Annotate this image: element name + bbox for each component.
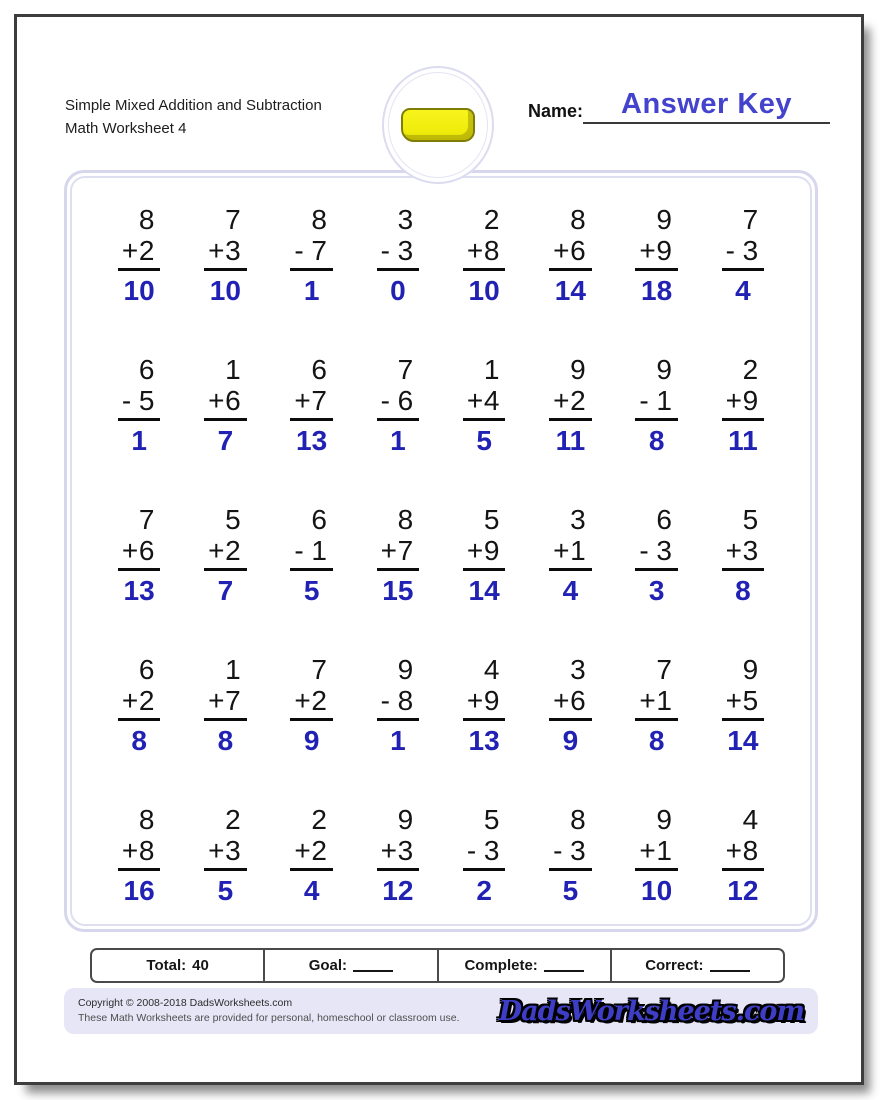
problem-bottom-operand: 6	[570, 235, 586, 266]
problem-operation-line	[204, 835, 247, 871]
problem-cell	[463, 204, 506, 306]
problem-bottom-operand: 7	[311, 235, 327, 266]
problem-top-operand: 9	[742, 654, 759, 685]
problem-operation-line	[635, 535, 678, 571]
problem-top-operand: 5	[225, 504, 241, 535]
problem-operator: -	[466, 835, 477, 866]
problem-operator: -	[294, 235, 304, 266]
problem-cell	[377, 804, 420, 906]
problem-answer: 1	[303, 275, 320, 306]
problem-operation-line	[722, 235, 765, 271]
problem-cell	[549, 504, 592, 606]
problem-operator: +	[725, 385, 742, 416]
problem-operator: +	[466, 235, 484, 266]
problem-answer: 14	[554, 275, 586, 306]
stats-total	[92, 950, 263, 981]
problem-top-operand: 4	[483, 654, 500, 685]
problem-bottom-operand: 8	[742, 835, 759, 866]
stats-total-label: Total:	[146, 957, 187, 974]
problem-cell	[118, 654, 161, 756]
problem-answer: 15	[382, 575, 414, 606]
problem-bottom-operand: 1	[656, 385, 672, 416]
problem-top-operand: 2	[311, 804, 327, 835]
problem-operation-line	[377, 835, 420, 871]
problem-answer: 9	[562, 725, 579, 756]
problem-bottom-operand: 5	[138, 385, 155, 416]
problem-bottom-operand: 6	[225, 385, 241, 416]
problem-operator: +	[466, 535, 484, 566]
problem-bottom-operand: 3	[742, 535, 759, 566]
problem-answer: 4	[735, 275, 751, 306]
problem-bottom-operand: 3	[742, 235, 759, 266]
problem-operator: +	[208, 535, 225, 566]
problem-cell	[377, 654, 420, 756]
problem-cell	[722, 804, 765, 906]
problem-operator: +	[553, 535, 570, 566]
problem-cell	[549, 804, 592, 906]
problem-bottom-operand: 1	[311, 535, 327, 566]
problem-cell	[635, 354, 678, 456]
problem-operation-line	[549, 535, 592, 571]
answer-key-text: Answer Key	[621, 88, 793, 120]
problem-top-operand: 6	[138, 354, 155, 385]
problem-operator: -	[380, 235, 390, 266]
problem-operation-line	[722, 685, 765, 721]
problem-top-operand: 8	[311, 204, 327, 235]
problem-top-operand: 8	[397, 504, 414, 535]
problem-top-operand: 8	[570, 804, 586, 835]
problem-operator: +	[553, 685, 570, 716]
problem-operator: +	[294, 685, 311, 716]
problem-cell	[549, 354, 592, 456]
problem-operation-line	[549, 835, 592, 871]
problem-operation-line	[290, 835, 333, 871]
problem-answer: 10	[641, 875, 673, 906]
problem-operator: +	[553, 235, 570, 266]
problem-bottom-operand: 2	[138, 685, 155, 716]
problem-top-operand: 7	[742, 204, 759, 235]
worksheet-title	[65, 94, 322, 140]
problem-cell	[722, 654, 765, 756]
stats-correct-label: Correct:	[645, 957, 704, 974]
problem-answer: 7	[217, 575, 234, 606]
problem-cell	[377, 504, 420, 606]
problem-answer: 10	[468, 275, 500, 306]
problem-top-operand: 1	[225, 354, 241, 385]
problem-cell	[118, 354, 161, 456]
problem-top-operand: 6	[311, 354, 327, 385]
problem-top-operand: 9	[656, 804, 672, 835]
stats-bar	[90, 948, 785, 983]
problem-answer: 3	[648, 575, 665, 606]
problem-top-operand: 5	[483, 804, 500, 835]
title-line-1: Simple Mixed Addition and Subtraction	[65, 97, 322, 114]
problem-top-operand: 4	[742, 804, 759, 835]
problem-answer: 12	[727, 875, 759, 906]
problem-operation-line	[290, 535, 333, 571]
stats-correct-blank	[710, 959, 750, 972]
problem-bottom-operand: 8	[397, 685, 414, 716]
problems-grid	[96, 204, 786, 954]
problem-answer: 10	[123, 275, 155, 306]
problem-top-operand: 2	[225, 804, 241, 835]
problem-operator: +	[208, 235, 225, 266]
problem-answer: 2	[476, 875, 492, 906]
problem-operation-line	[118, 535, 161, 571]
problem-operation-line	[722, 385, 765, 421]
problem-operator: +	[208, 385, 225, 416]
problem-operator: -	[725, 235, 735, 266]
name-label: Name:	[528, 101, 584, 121]
problem-bottom-operand: 1	[656, 685, 672, 716]
problem-cell	[635, 204, 678, 306]
problem-operation-line	[118, 685, 161, 721]
problem-top-operand: 7	[225, 204, 241, 235]
problem-answer: 9	[303, 725, 320, 756]
problem-operation-line	[635, 385, 678, 421]
problem-answer: 11	[555, 425, 586, 456]
problem-top-operand: 9	[656, 204, 672, 235]
problem-operator: +	[639, 835, 656, 866]
problem-bottom-operand: 9	[742, 385, 759, 416]
problem-answer: 16	[123, 875, 155, 906]
problem-cell	[290, 354, 333, 456]
problem-bottom-operand: 1	[656, 835, 672, 866]
problem-operator: -	[380, 385, 390, 416]
problem-operator: -	[553, 835, 563, 866]
problem-cell	[290, 804, 333, 906]
stats-complete-blank	[544, 959, 584, 972]
problem-answer: 1	[131, 425, 147, 456]
problem-cell	[463, 804, 506, 906]
problem-operation-line	[463, 385, 506, 421]
problem-bottom-operand: 2	[225, 535, 241, 566]
problem-operation-line	[635, 685, 678, 721]
problem-top-operand: 3	[570, 504, 586, 535]
problem-operator: +	[294, 385, 311, 416]
problem-cell	[635, 654, 678, 756]
eraser-badge	[382, 66, 494, 184]
problem-bottom-operand: 3	[225, 835, 241, 866]
problem-cell	[204, 204, 247, 306]
problem-answer: 5	[303, 575, 320, 606]
problem-bottom-operand: 9	[483, 685, 500, 716]
problem-bottom-operand: 3	[397, 235, 414, 266]
problem-operation-line	[463, 835, 506, 871]
problem-top-operand: 9	[397, 804, 414, 835]
problem-operator: +	[553, 385, 570, 416]
problem-top-operand: 3	[397, 204, 414, 235]
problem-operation-line	[377, 235, 420, 271]
problem-operation-line	[463, 535, 506, 571]
stats-complete-label: Complete:	[464, 957, 538, 974]
title-line-2: Math Worksheet 4	[65, 120, 187, 137]
problem-answer: 4	[303, 875, 320, 906]
problem-answer: 13	[296, 425, 328, 456]
problem-cell	[722, 204, 765, 306]
problem-operator: -	[639, 535, 649, 566]
problem-operation-line	[377, 385, 420, 421]
problem-operator: +	[294, 835, 311, 866]
dadsworksheets-logo: DadsWorksheets.com	[498, 995, 804, 1027]
problem-operation-line	[118, 835, 161, 871]
problem-cell	[290, 204, 333, 306]
problem-bottom-operand: 6	[397, 385, 414, 416]
problem-bottom-operand: 2	[311, 835, 327, 866]
footer-band	[64, 988, 818, 1034]
stats-correct	[610, 950, 783, 981]
problem-answer: 11	[728, 425, 758, 456]
problem-top-operand: 2	[742, 354, 759, 385]
problem-bottom-operand: 7	[397, 535, 414, 566]
problem-answer: 1	[390, 425, 406, 456]
problem-answer: 7	[217, 425, 234, 456]
problem-operation-line	[549, 385, 592, 421]
problem-answer: 14	[468, 575, 500, 606]
problem-operation-line	[722, 535, 765, 571]
problem-cell	[204, 354, 247, 456]
problem-bottom-operand: 3	[656, 535, 672, 566]
problem-top-operand: 6	[656, 504, 672, 535]
problem-cell	[635, 504, 678, 606]
problem-operation-line	[549, 235, 592, 271]
problem-cell	[118, 804, 161, 906]
problem-answer: 8	[217, 725, 234, 756]
badge-ring	[388, 72, 488, 178]
problem-operation-line	[290, 235, 333, 271]
problem-operation-line	[204, 385, 247, 421]
problem-bottom-operand: 4	[483, 385, 500, 416]
problem-operation-line	[204, 535, 247, 571]
problem-cell	[204, 504, 247, 606]
problem-operation-line	[635, 835, 678, 871]
problem-operator: +	[121, 235, 139, 266]
problem-operation-line	[290, 685, 333, 721]
problem-cell	[290, 654, 333, 756]
problem-top-operand: 7	[397, 354, 414, 385]
copyright-line-2: These Math Worksheets are provided for personal, homeschool or classroom use.	[78, 1012, 460, 1024]
problem-operation-line	[204, 685, 247, 721]
problem-bottom-operand: 8	[483, 235, 500, 266]
problem-top-operand: 6	[138, 654, 155, 685]
problem-bottom-operand: 6	[138, 535, 155, 566]
problem-bottom-operand: 7	[311, 385, 327, 416]
problem-top-operand: 5	[742, 504, 759, 535]
problem-top-operand: 2	[483, 204, 500, 235]
problem-top-operand: 7	[311, 654, 327, 685]
name-line	[583, 88, 830, 124]
problem-operator: +	[380, 535, 397, 566]
problem-operator: +	[380, 835, 397, 866]
problem-top-operand: 8	[138, 204, 155, 235]
problem-top-operand: 7	[656, 654, 672, 685]
problem-cell	[722, 354, 765, 456]
problem-top-operand: 3	[570, 654, 586, 685]
problem-top-operand: 9	[397, 654, 414, 685]
problems-panel-inner	[70, 176, 812, 926]
problem-top-operand: 6	[311, 504, 327, 535]
problem-bottom-operand: 3	[397, 835, 414, 866]
problem-operation-line	[377, 535, 420, 571]
problem-operation-line	[549, 685, 592, 721]
problem-operator: +	[121, 685, 139, 716]
problem-answer: 0	[390, 275, 406, 306]
problem-top-operand: 5	[483, 504, 500, 535]
problem-operator: +	[466, 385, 484, 416]
problem-bottom-operand: 3	[483, 835, 500, 866]
problem-top-operand: 1	[225, 654, 241, 685]
problem-top-operand: 8	[138, 804, 155, 835]
stats-goal	[263, 950, 436, 981]
problem-cell	[204, 654, 247, 756]
problem-answer: 12	[382, 875, 414, 906]
problem-bottom-operand: 9	[483, 535, 500, 566]
problem-top-operand: 8	[570, 204, 586, 235]
stats-complete	[437, 950, 610, 981]
problem-cell	[463, 354, 506, 456]
problem-cell	[204, 804, 247, 906]
problem-answer: 13	[123, 575, 155, 606]
problem-cell	[118, 204, 161, 306]
problem-operation-line	[635, 235, 678, 271]
problem-top-operand: 7	[138, 504, 155, 535]
problem-bottom-operand: 3	[225, 235, 241, 266]
problem-operation-line	[118, 385, 161, 421]
problem-answer: 8	[735, 575, 751, 606]
problem-operator: +	[639, 235, 656, 266]
problem-cell	[377, 354, 420, 456]
problem-answer: 13	[468, 725, 500, 756]
problem-operator: +	[725, 535, 742, 566]
problem-operation-line	[377, 685, 420, 721]
problem-operator: -	[380, 685, 390, 716]
problem-bottom-operand: 8	[138, 835, 155, 866]
problem-operator: +	[466, 685, 484, 716]
stats-total-value: 40	[192, 957, 209, 974]
problem-cell	[722, 504, 765, 606]
problem-bottom-operand: 1	[570, 535, 586, 566]
problem-bottom-operand: 9	[656, 235, 672, 266]
problem-operation-line	[290, 385, 333, 421]
problem-operation-line	[204, 235, 247, 271]
problem-operator: +	[121, 535, 139, 566]
problem-answer: 18	[641, 275, 673, 306]
problems-panel	[64, 170, 818, 932]
problem-answer: 1	[390, 725, 406, 756]
problem-operator: +	[121, 835, 139, 866]
problem-answer: 8	[648, 425, 665, 456]
problem-answer: 10	[209, 275, 241, 306]
problem-top-operand: 1	[483, 354, 500, 385]
problem-operator: -	[294, 535, 304, 566]
copyright-line-1: Copyright © 2008-2018 DadsWorksheets.com	[78, 997, 293, 1009]
problem-answer: 8	[131, 725, 147, 756]
problem-answer: 4	[562, 575, 579, 606]
stats-goal-blank	[353, 959, 393, 972]
problem-bottom-operand: 2	[311, 685, 327, 716]
problem-operator: +	[208, 835, 225, 866]
problem-operation-line	[463, 235, 506, 271]
problem-operator: +	[639, 685, 656, 716]
problem-answer: 5	[217, 875, 234, 906]
problem-cell	[463, 504, 506, 606]
problem-top-operand: 9	[570, 354, 586, 385]
stats-goal-label: Goal:	[308, 957, 348, 974]
problem-operator: +	[725, 835, 742, 866]
problem-answer: 14	[727, 725, 759, 756]
name-row	[528, 88, 830, 124]
problem-cell	[549, 654, 592, 756]
problem-cell	[118, 504, 161, 606]
problem-cell	[463, 654, 506, 756]
problem-bottom-operand: 2	[138, 235, 155, 266]
problem-cell	[549, 204, 592, 306]
problem-answer: 8	[648, 725, 665, 756]
problem-cell	[290, 504, 333, 606]
problem-answer: 5	[562, 875, 579, 906]
problem-operation-line	[118, 235, 161, 271]
problem-operator: -	[121, 385, 132, 416]
problem-cell	[635, 804, 678, 906]
problem-top-operand: 9	[656, 354, 672, 385]
problem-bottom-operand: 2	[570, 385, 586, 416]
problem-answer: 5	[476, 425, 492, 456]
problem-operation-line	[722, 835, 765, 871]
problem-operator: -	[639, 385, 649, 416]
problem-bottom-operand: 3	[570, 835, 586, 866]
problem-operator: +	[725, 685, 742, 716]
problem-operation-line	[463, 685, 506, 721]
problem-cell	[377, 204, 420, 306]
problem-bottom-operand: 6	[570, 685, 586, 716]
copyright-text	[78, 996, 460, 1026]
problem-operator: +	[208, 685, 225, 716]
problem-bottom-operand: 7	[225, 685, 241, 716]
problem-bottom-operand: 5	[742, 685, 759, 716]
